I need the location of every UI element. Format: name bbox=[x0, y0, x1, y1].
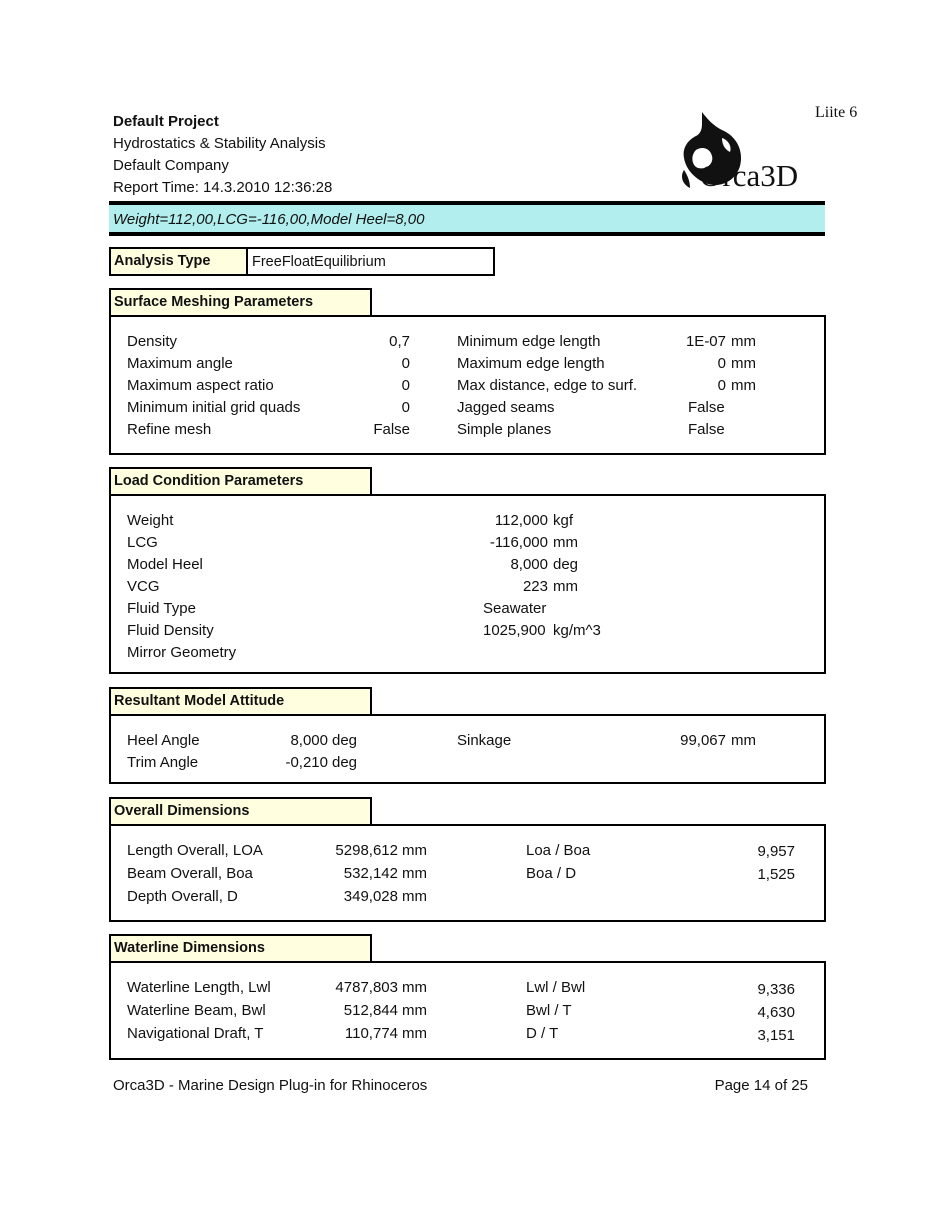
load-condition-title: Load Condition Parameters bbox=[109, 467, 372, 496]
lc-unit: mm bbox=[553, 534, 578, 551]
project-name: Default Project bbox=[113, 113, 219, 130]
lc-label: Fluid Density bbox=[127, 622, 214, 639]
wd-ratio-value: 9,336 bbox=[757, 981, 795, 998]
wd-label: Waterline Length, Lwl bbox=[127, 979, 271, 996]
lc-unit: mm bbox=[553, 578, 578, 595]
sinkage-label: Sinkage bbox=[457, 732, 512, 749]
wd-ratio-label: Lwl / Bwl bbox=[526, 979, 586, 996]
sm-right-value: 0 bbox=[717, 355, 726, 372]
attitude-title: Resultant Model Attitude bbox=[109, 687, 372, 716]
sm-left-value: 0 bbox=[401, 355, 410, 372]
wd-value: 4787,803 bbox=[335, 979, 398, 996]
od-label: Beam Overall, Boa bbox=[127, 865, 253, 882]
footer-page-number: Page 14 of 25 bbox=[714, 1077, 808, 1094]
sm-right-label: Minimum edge length bbox=[457, 333, 601, 350]
lc-value: 112,000 bbox=[494, 512, 548, 529]
trim-angle-value: -0,210 bbox=[285, 754, 328, 771]
od-ratio-value: 9,957 bbox=[757, 843, 795, 860]
lc-label: Fluid Type bbox=[127, 600, 196, 617]
lc-value: -116,000 bbox=[489, 534, 548, 551]
analysis-type-value: FreeFloatEquilibrium bbox=[252, 254, 386, 270]
sm-right-unit: mm bbox=[731, 333, 756, 350]
report-time: Report Time: 14.3.2010 12:36:28 bbox=[113, 179, 333, 196]
wd-ratio-label: D / T bbox=[526, 1025, 559, 1042]
overall-dims-title: Overall Dimensions bbox=[109, 797, 372, 826]
wd-label: Waterline Beam, Bwl bbox=[127, 1002, 266, 1019]
sm-right-label: Jagged seams bbox=[457, 399, 555, 416]
wd-value: 512,844 bbox=[343, 1002, 398, 1019]
lc-value: 1025,900 bbox=[483, 622, 546, 639]
wd-ratio-value: 4,630 bbox=[757, 1004, 795, 1021]
heel-angle-unit: deg bbox=[332, 732, 358, 749]
wd-label: Navigational Draft, T bbox=[127, 1025, 264, 1042]
wd-unit: mm bbox=[402, 979, 427, 996]
logo-text: Orca3D bbox=[700, 158, 799, 193]
od-label: Depth Overall, D bbox=[127, 888, 238, 905]
sm-left-value: 0 bbox=[401, 377, 410, 394]
lc-unit: deg bbox=[553, 556, 579, 573]
sm-left-label: Maximum aspect ratio bbox=[127, 377, 274, 394]
od-value: 532,142 bbox=[343, 865, 398, 882]
lc-label: Mirror Geometry bbox=[127, 644, 237, 661]
waterline-dims-title: Waterline Dimensions bbox=[109, 934, 372, 963]
sm-right-value: False bbox=[688, 421, 725, 438]
lc-value: Seawater bbox=[483, 600, 547, 617]
wd-value: 110,774 bbox=[344, 1025, 398, 1042]
analysis-type-label: Analysis Type bbox=[109, 247, 248, 276]
wd-unit: mm bbox=[402, 1002, 427, 1019]
wd-unit: mm bbox=[402, 1025, 427, 1042]
analysis-type-field bbox=[246, 247, 495, 276]
sm-left-label: Minimum initial grid quads bbox=[127, 399, 301, 416]
sm-left-label: Density bbox=[127, 333, 178, 350]
subtitle: Weight=112,00,LCG=-116,00,Model Heel=8,00 bbox=[113, 211, 425, 228]
page-corner-label: Liite 6 bbox=[815, 104, 858, 121]
sm-right-unit: mm bbox=[731, 355, 756, 372]
wd-ratio-value: 3,151 bbox=[757, 1027, 795, 1044]
od-ratio-value: 1,525 bbox=[757, 866, 795, 883]
company-name: Default Company bbox=[113, 157, 229, 174]
od-unit: mm bbox=[402, 842, 427, 859]
footer-product: Orca3D - Marine Design Plug-in for Rhinoceros bbox=[113, 1077, 428, 1094]
lc-value: 8,000 bbox=[510, 556, 548, 573]
sinkage-unit: mm bbox=[731, 732, 756, 749]
heel-angle-value: 8,000 bbox=[290, 732, 328, 749]
lc-unit: kgf bbox=[553, 512, 574, 529]
sm-left-value: 0 bbox=[401, 399, 410, 416]
od-label: Length Overall, LOA bbox=[127, 842, 263, 859]
analysis-name: Hydrostatics & Stability Analysis bbox=[113, 135, 326, 152]
od-unit: mm bbox=[402, 888, 427, 905]
od-ratio-label: Boa / D bbox=[526, 865, 577, 882]
lc-label: Weight bbox=[127, 512, 174, 529]
lc-label: LCG bbox=[127, 534, 158, 551]
lc-unit: kg/m^3 bbox=[553, 622, 601, 639]
sm-left-label: Maximum angle bbox=[127, 355, 233, 372]
orca3d-logo bbox=[676, 110, 826, 198]
sm-right-value: 0 bbox=[717, 377, 726, 394]
heel-angle-label: Heel Angle bbox=[127, 732, 200, 749]
sm-left-value: False bbox=[373, 421, 410, 438]
od-ratio-label: Loa / Boa bbox=[526, 842, 591, 859]
attitude-box bbox=[109, 714, 826, 784]
trim-angle-unit: deg bbox=[332, 754, 358, 771]
sm-right-value: 1E-07 bbox=[685, 333, 726, 350]
wd-ratio-label: Bwl / T bbox=[526, 1002, 572, 1019]
sm-right-value: False bbox=[688, 399, 725, 416]
od-value: 5298,612 bbox=[335, 842, 398, 859]
bottom-rule bbox=[109, 232, 825, 236]
od-value: 349,028 bbox=[343, 888, 398, 905]
sm-right-label: Simple planes bbox=[457, 421, 552, 438]
sm-left-value: 0,7 bbox=[389, 333, 410, 350]
lc-label: VCG bbox=[127, 578, 160, 595]
sm-left-label: Refine mesh bbox=[127, 421, 212, 438]
trim-angle-label: Trim Angle bbox=[127, 754, 199, 771]
od-unit: mm bbox=[402, 865, 427, 882]
sm-right-label: Maximum edge length bbox=[457, 355, 605, 372]
lc-value: 223 bbox=[522, 578, 548, 595]
surface-meshing-title: Surface Meshing Parameters bbox=[109, 288, 372, 317]
sm-right-label: Max distance, edge to surf. bbox=[457, 377, 638, 394]
sinkage-value: 99,067 bbox=[680, 732, 726, 749]
sm-right-unit: mm bbox=[731, 377, 756, 394]
lc-label: Model Heel bbox=[127, 556, 203, 573]
